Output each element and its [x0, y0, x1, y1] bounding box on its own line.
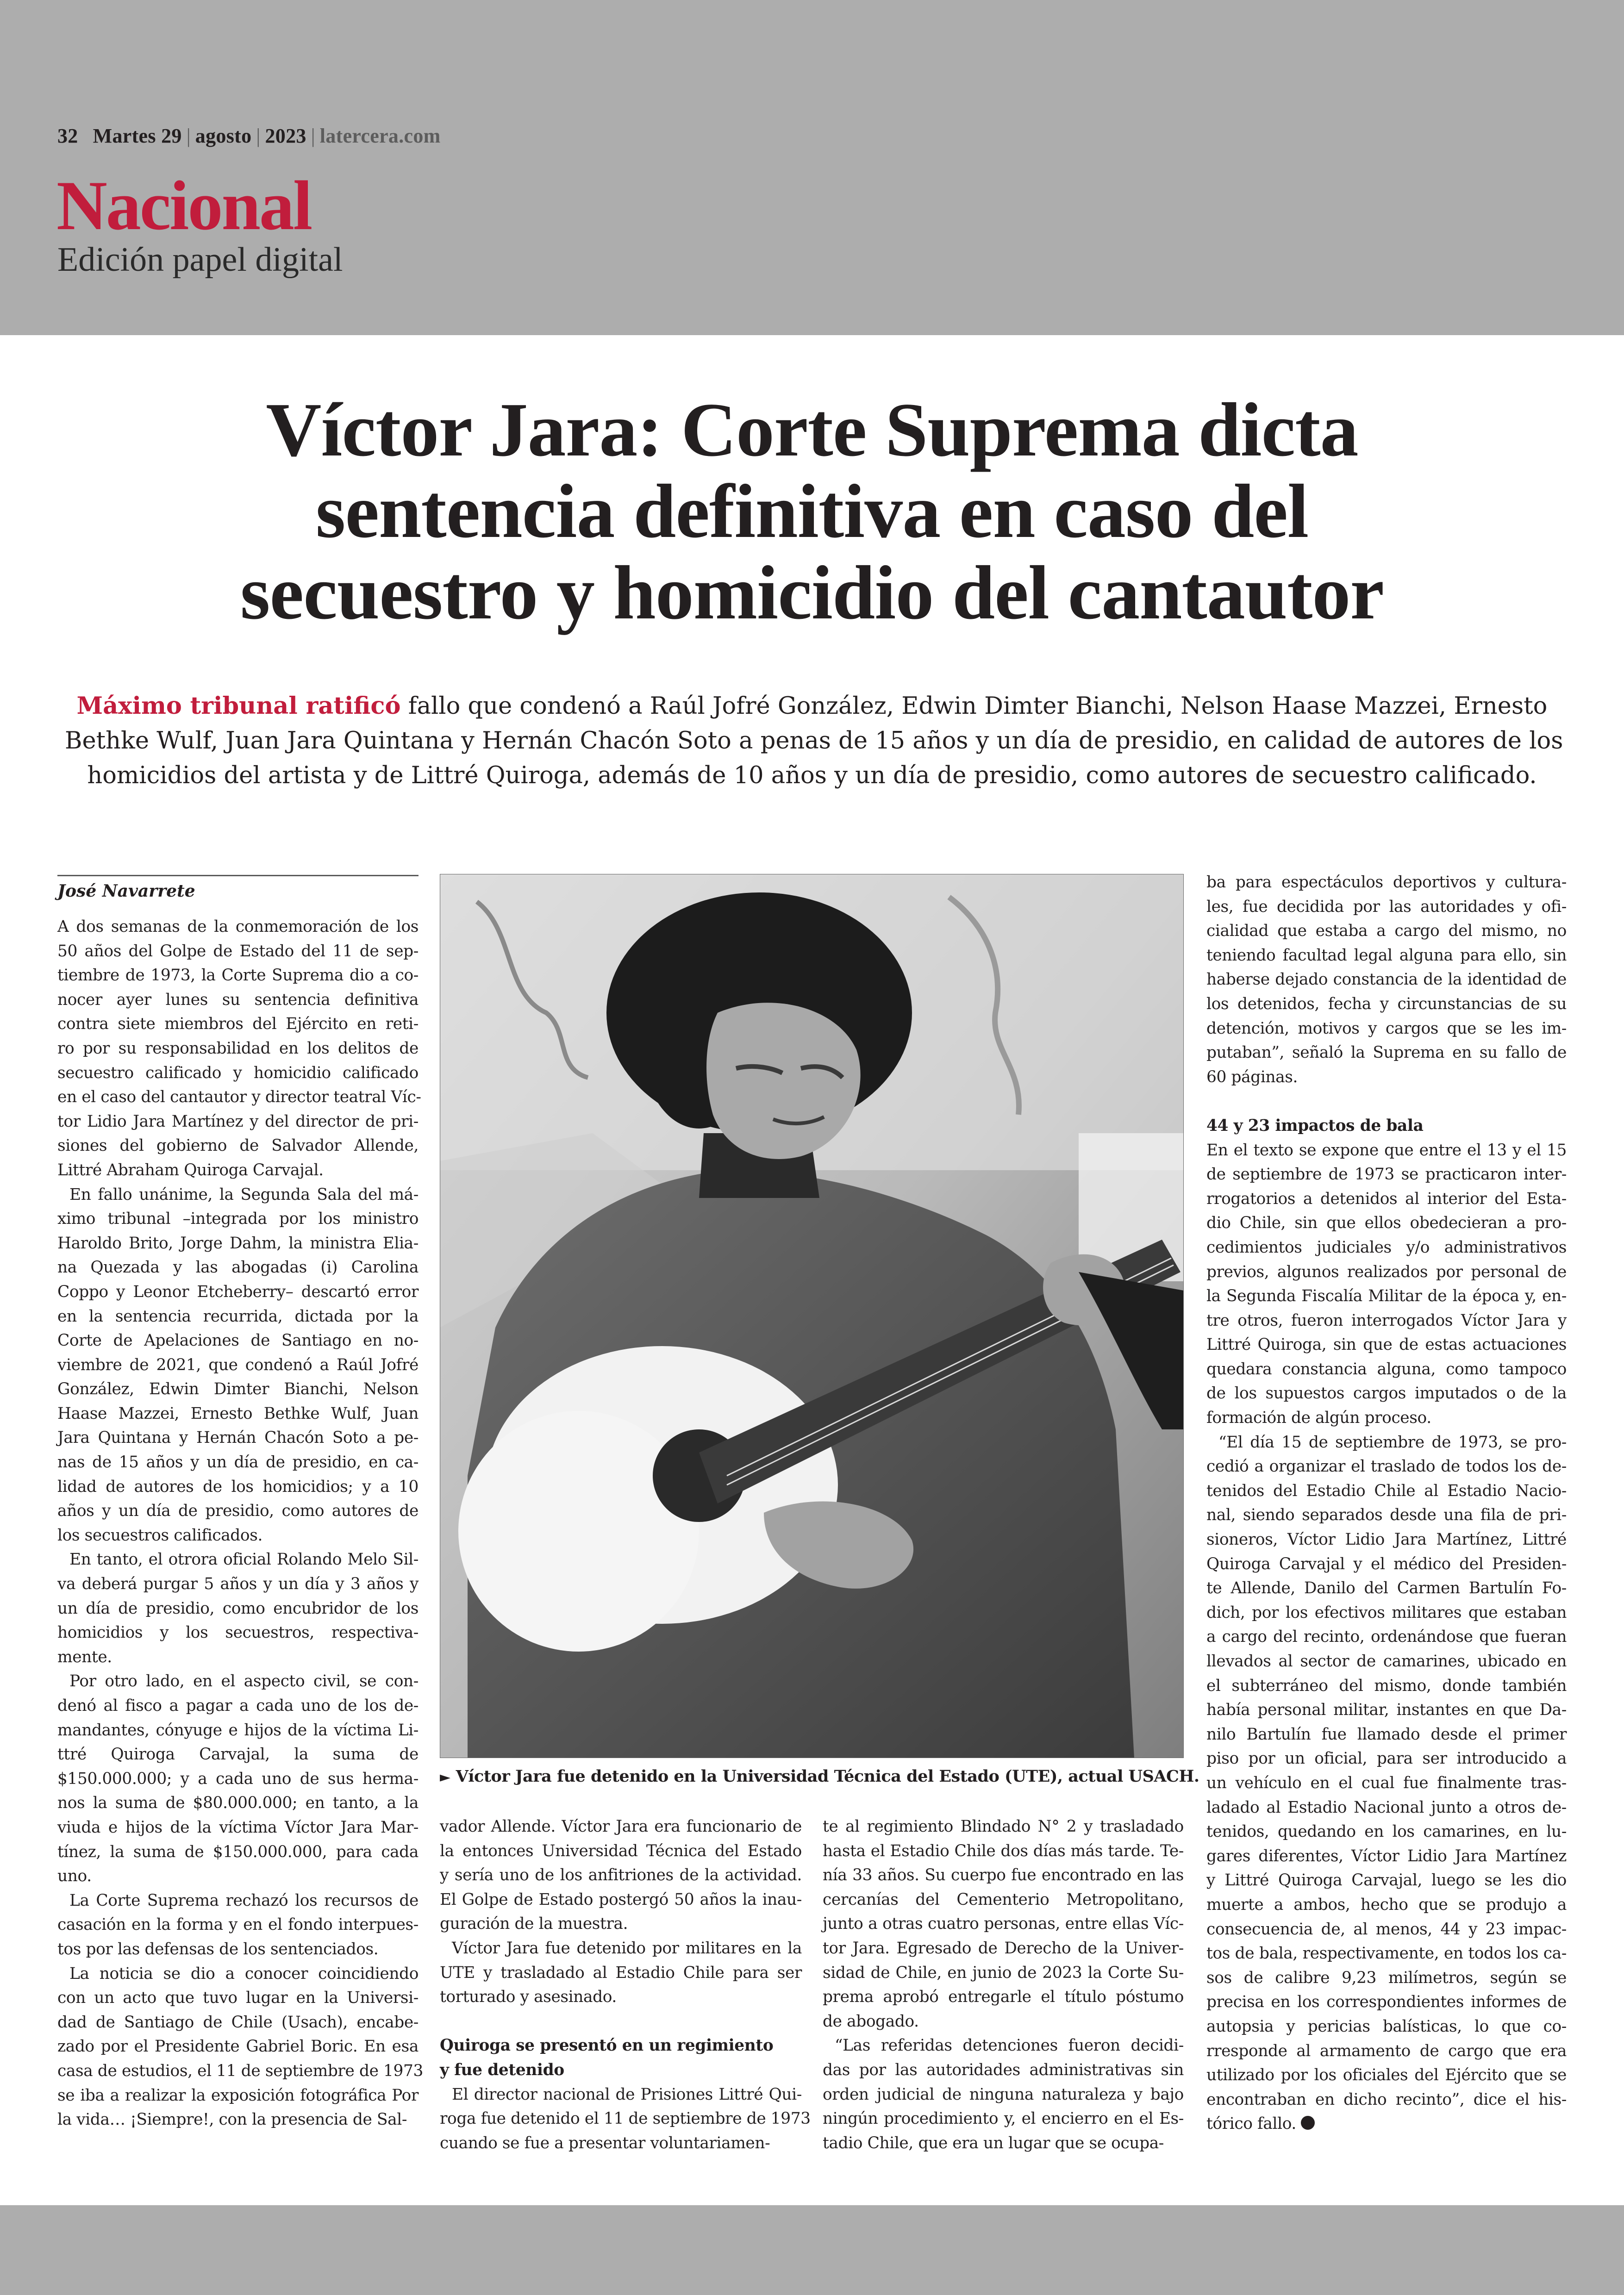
body-text-line: un vehículo en el cual fue finalmente tras-: [1206, 1773, 1567, 1792]
body-text-line: llevados al sector de camarines, ubicado en: [1206, 1652, 1567, 1671]
body-text-line: tos por las defensas de los sentenciados.: [57, 1940, 379, 1958]
body-text-line: torturado y asesinado.: [440, 1988, 617, 2007]
article-column-4: [1206, 870, 1567, 2136]
body-text-line: putaban”, señaló la Suprema en su fallo de: [1206, 1043, 1567, 1062]
body-text-line: tos de bala, respectivamente, en todos los ca-: [1206, 1944, 1567, 1963]
body-text-line: detención, motivos y cargos que se les im-: [1206, 1019, 1567, 1038]
paragraph-gap: [440, 2009, 802, 2034]
body-text-line: orden judicial de ninguna naturaleza y bajo: [823, 2085, 1184, 2104]
article-column-2: [440, 1815, 811, 2155]
body-text-line: tenidos del Estadio Chile al Estadio Nacio-: [1206, 1481, 1567, 1500]
body-text-line: cialidad que estaba a cargo del mismo, no: [1206, 922, 1567, 941]
body-text-line: consecuencia de, al menos, 44 y 23 impac-: [1206, 1920, 1567, 1939]
body-text-line: casa de estudios, el 11 de septiembre de 1973: [57, 2061, 423, 2080]
body-text-line: formación de algún proceso.: [1206, 1409, 1431, 1428]
body-text-line: nocer ayer lunes su sentencia definitiva: [57, 990, 418, 1009]
body-text-line: viembre de 2021, que condenó a Raúl Jofré: [57, 1355, 418, 1374]
body-text-line: el subterráneo del mismo, donde también: [1206, 1676, 1567, 1695]
folio-year: 2023: [265, 125, 306, 147]
body-text-line: cercanías del Cementerio Metropolitano,: [823, 1890, 1184, 1909]
body-text-line: mente.: [57, 1647, 112, 1666]
body-text-line: secuestro calificado y homicidio calificado: [57, 1063, 418, 1082]
folio-separator: |: [186, 125, 191, 147]
article-column-1: [57, 915, 423, 2132]
body-text-line: En tanto, el otrora oficial Rolando Melo Sil-: [69, 1550, 418, 1569]
body-text-line: nos la suma de $80.000.000; en tanto, a la: [57, 1794, 418, 1813]
body-text-line: tor Lidio Jara Martínez y del director de pri-: [57, 1112, 418, 1131]
headline: [46, 389, 1578, 633]
body-text-line: contra siete miembros del Ejército en reti-: [57, 1015, 418, 1034]
deck-line: Bethke Wulf, Juan Jara Quintana y Hernán Chacón Soto a penas de 15 años y un día de presidio, en calidad de autores de los: [65, 727, 1563, 755]
body-text-line: la entonces Universidad Técnica del Estado: [440, 1841, 802, 1860]
subheading-line: Quiroga se presentó en un regimiento: [440, 2036, 774, 2055]
body-text-line: nía 33 años. Su cuerpo fue encontrado en las: [823, 1866, 1184, 1885]
body-text-line: ladado al Estadio Nacional junto a otros de-: [1206, 1798, 1567, 1817]
page-number: 32: [57, 125, 78, 147]
body-text-line: El director nacional de Prisiones Littré Qui-: [452, 2085, 802, 2104]
body-text-line: zado por el Presidente Gabriel Boric. En esa: [57, 2037, 418, 2056]
body-text-line: va deberá purgar 5 años y un día y 3 años y: [57, 1575, 418, 1594]
caption-marker-icon: ►: [440, 1769, 450, 1785]
body-text-line: El Golpe de Estado postergó 50 años la inau-: [440, 1890, 802, 1909]
body-text-line: casación en la forma y en el fondo interpues-: [57, 1915, 418, 1934]
body-text-line: haberse dejado constancia de la identidad de: [1206, 970, 1567, 989]
body-text-line: y Littré Quiroga Carvajal, luego se les dio: [1206, 1871, 1567, 1890]
body-text-line: Littré Quiroga, sin que de estas actuaciones: [1206, 1335, 1567, 1354]
body-text-line: siones del gobierno de Salvador Allende,: [57, 1136, 418, 1155]
body-text-line: precisa en los correspondientes informes de: [1206, 1993, 1567, 2012]
body-text-line: nal, siendo separados desde una fila de pri-: [1206, 1506, 1567, 1525]
body-text-line: autopsia y pericias balísticas, lo que co-: [1206, 2017, 1567, 2036]
body-text-line: junto a otras cuatro personas, entre ellas Víc-: [823, 1915, 1184, 1933]
body-text-line: tor Jara. Egresado de Derecho de la Univer-: [823, 1939, 1184, 1958]
body-text-line: con un acto que tuvo lugar en la Universi-: [57, 1989, 418, 2008]
folio-site-link[interactable]: latercera.com: [319, 125, 441, 147]
deck-line-text: fallo que condenó a Raúl Jofré González, Edwin Dimter Bianchi, Nelson Haase Mazzei, Ernesto: [400, 692, 1548, 720]
section-title: Nacional: [56, 167, 312, 244]
body-text-line: dio Chile, sin que ellos obedecieran a pro-: [1206, 1214, 1567, 1233]
body-text-line: La Corte Suprema rechazó los recursos de: [69, 1891, 418, 1910]
headline-line: Víctor Jara: Corte Suprema dicta: [266, 387, 1358, 472]
body-text-line: La noticia se dio a conocer coincidiendo: [69, 1964, 418, 1983]
byline: José Navarrete: [57, 881, 195, 901]
deck-line: homicidios del artista y de Littré Quiroga, además de 10 años y un día de presidio, como autores de secuestro calificado.: [87, 762, 1537, 789]
photo-caption: [440, 1765, 1199, 1790]
body-text-line: rrogatorios a detenidos al interior del Esta-: [1206, 1189, 1567, 1208]
body-text-line: los secuestros calificados.: [57, 1526, 262, 1545]
body-text-line: “El día 15 de septiembre de 1973, se pro-: [1218, 1433, 1567, 1452]
body-text-line: dich, por los efectivos militares que estaban: [1206, 1603, 1567, 1622]
body-text-line: la vida… ¡Siempre!, con la presencia de Sal-: [57, 2110, 407, 2129]
body-text-line: viuda e hijos de la víctima Víctor Jara Mar-: [57, 1818, 418, 1837]
body-text-line: Littré Abraham Quiroga Carvajal.: [57, 1160, 324, 1179]
subheading-line: 44 y 23 impactos de bala: [1206, 1116, 1424, 1135]
body-text-line: años y un día de presidio, como autores de: [57, 1502, 418, 1521]
body-text-line: gares diferentes, Víctor Lidio Jara Martínez: [1206, 1846, 1567, 1865]
body-text-line: rresponde al armamento de cargo que era: [1206, 2041, 1567, 2060]
body-text-line: UTE y trasladado al Estadio Chile para ser: [440, 1963, 802, 1982]
body-text-line: homicidios y los secuestros, respectiva-: [57, 1623, 418, 1642]
body-text-line: nilo Bartulín fue llamado desde el primer: [1206, 1725, 1567, 1744]
body-text-line: roga fue detenido el 11 de septiembre de 1973: [440, 2109, 811, 2128]
body-text-line: 50 años del Golpe de Estado del 11 de sep-: [57, 942, 418, 960]
guitarist-photo-illustration: [440, 874, 1184, 1758]
byline-rule: [57, 875, 418, 876]
body-text-line: $150.000.000; y a cada uno de sus herma-: [57, 1769, 418, 1788]
body-text-line: tadio Chile, que era un lugar que se ocupa-: [823, 2133, 1164, 2152]
body-text-line: quedara constancia alguna, como tampoco: [1206, 1360, 1567, 1378]
body-text-line: denó al fisco a pagar a cada uno de los de-: [57, 1696, 418, 1715]
body-text-line: se iba a realizar la exposición fotográfica Por: [57, 2086, 418, 2105]
body-text-line: piso por un oficial, para ser introducido a: [1206, 1749, 1567, 1768]
body-text-line: te al regimiento Blindado N° 2 y trasladado: [823, 1817, 1184, 1836]
body-text-line: la Segunda Fiscalía Militar de la época y, en-: [1206, 1287, 1567, 1306]
body-text-line: y sería uno de los anfitriones de la actividad.: [440, 1866, 802, 1885]
body-text-line: los detenidos, fecha y circunstancias de su: [1206, 994, 1567, 1013]
headline-line: sentencia definitiva en caso del: [315, 468, 1309, 554]
body-text-line: ximo tribunal –integrada por los ministro: [57, 1210, 418, 1229]
paragraph-gap: [1206, 1089, 1567, 1114]
body-text-line: hasta el Estadio Chile dos días más tarde. Te-: [823, 1841, 1184, 1860]
body-text-line: cedió a organizar el traslado de todos los de-: [1206, 1457, 1567, 1476]
body-text-line: En fallo unánime, la Segunda Sala del má-: [69, 1185, 418, 1204]
folio-separator: |: [311, 125, 315, 147]
body-text-line: teniendo facultad legal alguna para ello, sin: [1206, 946, 1567, 965]
deck-line: [65, 689, 1559, 723]
body-text-line: un día de presidio, como encubridor de los: [57, 1599, 418, 1618]
photo-caption-text: Víctor Jara fue detenido en la Universidad Técnica del Estado (UTE), actual USACH.: [456, 1767, 1199, 1786]
body-text-line: Jara Quintana y Hernán Chacón Soto a pe-: [57, 1428, 418, 1447]
body-text-line: ttré Quiroga Carvajal, la suma de: [57, 1745, 418, 1764]
body-text-line: a cargo del recinto, ordenándose que fueran: [1206, 1628, 1567, 1646]
body-text-line: en el caso del cantautor y director teatral Víc-: [57, 1088, 421, 1107]
body-text-line: lidad de autores de los homicidios; y a 10: [57, 1477, 418, 1496]
footer-band: [0, 2205, 1624, 2295]
body-text-line: A dos semanas de la conmemoración de los: [57, 917, 418, 936]
body-text-line: Por otro lado, en el aspecto civil, se con-: [69, 1672, 418, 1691]
body-text-line: cuando se fue a presentar voluntariamen-: [440, 2133, 770, 2152]
body-text-line: encontraban en dicho recinto”, dice el his-: [1206, 2090, 1567, 2109]
folio-line: [57, 124, 441, 148]
body-text-line: Haase Mazzei, Ernesto Bethke Wulf, Juan: [57, 1404, 418, 1423]
body-text-line: muerte a ambos, hecho que se produjo a: [1206, 1895, 1567, 1914]
body-text-line: 60 páginas.: [1206, 1067, 1298, 1086]
body-text-line: tiembre de 1973, la Corte Suprema dio a co-: [57, 966, 418, 985]
body-text-line: te Allende, Danilo del Carmen Bartulín Fo-: [1206, 1579, 1567, 1598]
subheading-line: y fue detenido: [440, 2060, 564, 2079]
folio-month: agosto: [195, 125, 252, 147]
body-text-line: Haroldo Brito, Jorge Dahm, la ministra Elia-: [57, 1234, 418, 1253]
body-text-line: na Quezada y las abogadas (i) Carolina: [57, 1258, 418, 1277]
article-column-3: [823, 1815, 1184, 2155]
body-text-line: “Las referidas detenciones fueron decidi-: [835, 2036, 1184, 2055]
body-text-line: En el texto se expone que entre el 13 y el 15: [1206, 1141, 1567, 1160]
body-text-line: prema aprobó entregarle el título póstumo: [823, 1988, 1184, 2007]
body-text-line: tórico fallo.: [1206, 2112, 1567, 2136]
body-text-line: Coppo y Leonor Etcheberry– descartó error: [57, 1282, 418, 1301]
body-text-line: vador Allende. Víctor Jara era funcionario de: [440, 1817, 802, 1836]
body-text-line: Corte de Apelaciones de Santiago en no-: [57, 1331, 418, 1350]
body-text-line: sioneros, Víctor Lidio Jara Martínez, Littré: [1206, 1530, 1567, 1549]
body-text-line: de abogado.: [823, 2012, 919, 2031]
body-text-line: utilizado por los oficiales del Ejército que se: [1206, 2066, 1567, 2085]
body-text-line: tínez, la suma de $150.000.000, para cada: [57, 1842, 418, 1861]
end-of-article-icon: [1301, 2116, 1315, 2130]
body-text-line: tre otros, fueron interrogados Víctor Jara y: [1206, 1311, 1567, 1330]
body-text-line: de los supuestos cargos imputados o de la: [1206, 1384, 1567, 1403]
body-text-line: nas de 15 años y un día de presidio, en ca-: [57, 1453, 418, 1472]
body-text-line: Quiroga Carvajal y el médico del Presiden-: [1206, 1554, 1567, 1573]
body-text-line: de septiembre de 1973 se practicaron inter-: [1206, 1165, 1567, 1184]
body-text-line: ro por su responsabilidad en los delitos de: [57, 1039, 418, 1058]
folio-separator: |: [256, 125, 261, 147]
body-text-line: ba para espectáculos deportivos y cultura-: [1206, 873, 1567, 892]
body-text-line: dad de Santiago de Chile (Usach), encabe-: [57, 2013, 418, 2032]
body-text-line: mandantes, cónyuge e hijos de la víctima Li-: [57, 1721, 418, 1740]
edition-label: Edición papel digital: [57, 241, 343, 279]
body-text-line: había personal militar, instantes en que Da-: [1206, 1701, 1567, 1720]
article-photo: [440, 874, 1184, 1758]
body-text-line: sos de calibre 9,23 milímetros, según se: [1206, 1968, 1567, 1987]
body-text-line: previos, algunos realizados por personal de: [1206, 1262, 1567, 1281]
body-text-line: tenidos, quedando en los camarines, en lu-: [1206, 1822, 1567, 1841]
body-text-line: ningún procedimiento y, el encierro en el Es-: [823, 2109, 1184, 2128]
body-text-line: das por las autoridades administrativas sin: [823, 2060, 1184, 2079]
body-text-line: uno.: [57, 1867, 92, 1886]
body-text-line: Víctor Jara fue detenido por militares en la: [452, 1939, 802, 1958]
body-text-line: sidad de Chile, en junio de 2023 la Corte Su-: [823, 1963, 1184, 1982]
headline-line: secuestro y homicidio del cantautor: [240, 550, 1384, 635]
deck: [65, 689, 1563, 793]
folio-weekday: Martes 29: [93, 125, 182, 147]
body-text-line: les, fue decidida por las autoridades y ofi-: [1206, 897, 1567, 916]
body-text-line: cedimientos judiciales y/o administrativos: [1206, 1238, 1567, 1257]
deck-lead: Máximo tribunal ratificó: [76, 692, 401, 720]
body-text-line: en la sentencia recurrida, dictada por la: [57, 1307, 418, 1326]
body-text-line: González, Edwin Dimter Bianchi, Nelson: [57, 1380, 418, 1399]
body-text-line: guración de la muestra.: [440, 1915, 628, 1933]
